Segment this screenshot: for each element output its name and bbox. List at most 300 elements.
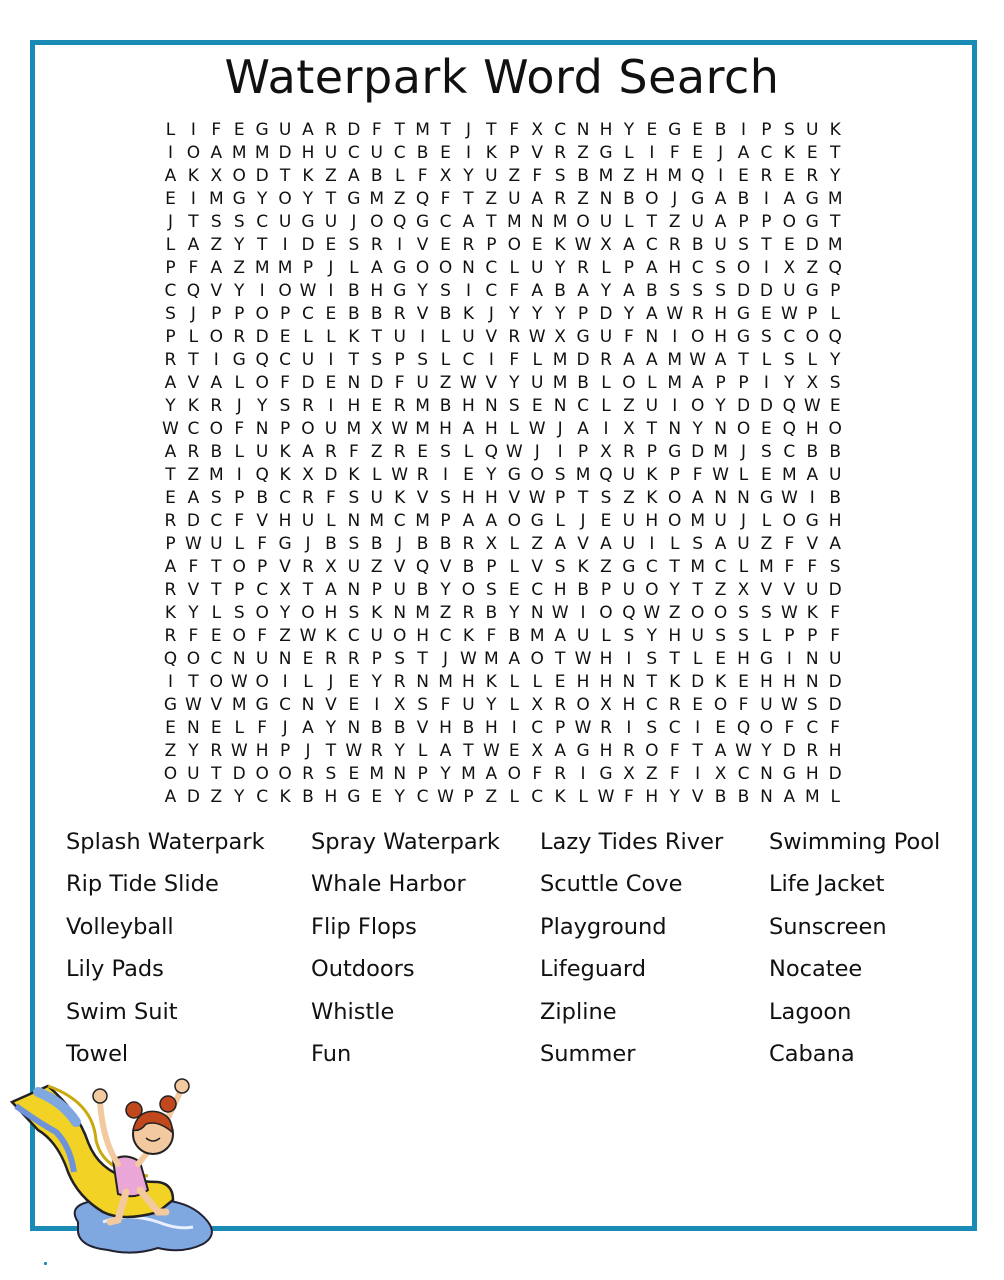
grid-letter: X bbox=[806, 373, 819, 393]
grid-letter: T bbox=[486, 212, 497, 232]
grid-letter: R bbox=[325, 649, 337, 669]
grid-letter: L bbox=[394, 166, 405, 186]
grid-letter: I bbox=[167, 143, 173, 163]
grid-letter: I bbox=[328, 396, 334, 416]
grid-letter: X bbox=[600, 695, 612, 715]
grid-letter: T bbox=[646, 672, 658, 692]
grid-row bbox=[159, 372, 847, 395]
grid-letter: O bbox=[736, 258, 751, 278]
grid-row bbox=[159, 556, 847, 579]
grid-letter: W bbox=[528, 419, 546, 439]
grid-letter: F bbox=[509, 350, 520, 370]
grid-letter: U bbox=[393, 580, 406, 600]
grid-letter: N bbox=[462, 258, 475, 278]
grid-letter: R bbox=[622, 442, 635, 462]
grid-letter: C bbox=[187, 419, 200, 439]
grid-letter: N bbox=[347, 511, 361, 531]
grid-letter: P bbox=[234, 488, 245, 508]
grid-letter: V bbox=[256, 511, 268, 531]
grid-letter: I bbox=[649, 143, 655, 163]
grid-letter: E bbox=[531, 396, 543, 416]
grid-letter: C bbox=[645, 557, 658, 577]
grid-letter: D bbox=[278, 143, 292, 163]
grid-letter: H bbox=[301, 143, 315, 163]
grid-letter: U bbox=[416, 373, 429, 393]
grid-letter: X bbox=[210, 166, 223, 186]
grid-letter: B bbox=[393, 718, 406, 738]
grid-letter: L bbox=[234, 718, 244, 738]
grid-letter: L bbox=[601, 258, 611, 278]
grid-letter: D bbox=[301, 373, 315, 393]
grid-letter: O bbox=[668, 488, 682, 508]
grid-letter: Q bbox=[392, 212, 407, 232]
grid-letter: G bbox=[736, 327, 751, 347]
grid-letter: S bbox=[440, 281, 451, 301]
grid-letter: W bbox=[184, 534, 202, 554]
grid-letter: L bbox=[830, 304, 840, 324]
grid-row bbox=[159, 579, 847, 602]
grid-letter: P bbox=[784, 626, 795, 646]
grid-letter: U bbox=[599, 212, 613, 232]
grid-letter: K bbox=[646, 488, 658, 508]
grid-letter: S bbox=[417, 350, 428, 370]
grid-letter: M bbox=[231, 695, 247, 715]
grid-letter: O bbox=[278, 189, 292, 209]
grid-letter: T bbox=[394, 120, 405, 140]
grid-letter: A bbox=[485, 511, 498, 531]
grid-letter: E bbox=[715, 649, 726, 669]
grid-letter: F bbox=[830, 626, 841, 646]
grid-letter: V bbox=[393, 557, 406, 577]
grid-letter: F bbox=[830, 603, 841, 623]
grid-letter: P bbox=[555, 718, 566, 738]
grid-letter: O bbox=[759, 718, 774, 738]
grid-letter: G bbox=[530, 511, 544, 531]
grid-letter: K bbox=[462, 304, 475, 324]
grid-letter: O bbox=[209, 327, 223, 347]
grid-letter: W bbox=[574, 235, 592, 255]
grid-letter: Q bbox=[255, 350, 269, 370]
grid-row bbox=[159, 510, 847, 533]
grid-letter: O bbox=[713, 603, 728, 623]
grid-letter: U bbox=[828, 465, 842, 485]
grid-letter: D bbox=[736, 281, 751, 301]
grid-letter: G bbox=[759, 649, 774, 669]
grid-letter: E bbox=[440, 143, 451, 163]
grid-letter: N bbox=[576, 120, 590, 140]
grid-letter: T bbox=[188, 350, 199, 370]
grid-letter: N bbox=[622, 672, 636, 692]
grid-letter: A bbox=[462, 419, 475, 439]
grid-letter: B bbox=[370, 304, 383, 324]
grid-letter: U bbox=[255, 442, 269, 462]
grid-letter: Y bbox=[784, 373, 795, 393]
grid-letter: L bbox=[555, 511, 565, 531]
grid-letter: S bbox=[348, 534, 360, 554]
grid-letter: H bbox=[347, 396, 361, 416]
grid-letter: S bbox=[806, 695, 818, 715]
grid-letter: T bbox=[830, 212, 841, 232]
grid-letter: V bbox=[485, 327, 498, 347]
grid-letter: H bbox=[805, 419, 819, 439]
grid-letter: L bbox=[601, 396, 611, 416]
grid-letter: O bbox=[645, 580, 659, 600]
grid-letter: N bbox=[347, 580, 361, 600]
grid-letter: H bbox=[645, 787, 659, 807]
grid-letter: Y bbox=[646, 626, 658, 646]
grid-letter: F bbox=[784, 718, 795, 738]
grid-letter: G bbox=[668, 442, 682, 462]
grid-letter: Z bbox=[668, 603, 681, 623]
grid-letter: Z bbox=[279, 626, 291, 646]
grid-letter: Y bbox=[554, 304, 566, 324]
grid-letter: Y bbox=[463, 166, 474, 186]
grid-letter: Y bbox=[188, 603, 199, 623]
grid-letter: L bbox=[578, 787, 588, 807]
grid-letter: Q bbox=[782, 419, 797, 439]
grid-letter: H bbox=[255, 741, 269, 761]
grid-letter: S bbox=[715, 258, 726, 278]
grid-letter: F bbox=[234, 419, 245, 439]
grid-letter: O bbox=[255, 304, 269, 324]
grid-letter: Q bbox=[736, 718, 751, 738]
grid-letter: M bbox=[277, 258, 293, 278]
grid-letter: A bbox=[439, 741, 452, 761]
grid-letter: K bbox=[669, 672, 681, 692]
grid-letter: K bbox=[164, 603, 177, 623]
grid-letter: T bbox=[188, 672, 199, 692]
grid-letter: S bbox=[692, 534, 704, 554]
grid-letter: I bbox=[190, 120, 196, 140]
word-list-item: Splash Waterpark bbox=[66, 829, 265, 855]
grid-letter: U bbox=[508, 189, 521, 209]
grid-letter: G bbox=[805, 189, 819, 209]
grid-row bbox=[159, 234, 847, 257]
grid-letter: H bbox=[599, 649, 613, 669]
grid-letter: G bbox=[347, 787, 361, 807]
grid-letter: C bbox=[393, 143, 406, 163]
grid-letter: O bbox=[805, 327, 819, 347]
grid-letter: P bbox=[646, 442, 657, 462]
grid-letter: I bbox=[763, 189, 769, 209]
grid-letter: D bbox=[691, 672, 705, 692]
grid-letter: A bbox=[691, 373, 704, 393]
grid-letter: L bbox=[349, 258, 359, 278]
grid-letter: X bbox=[623, 419, 635, 439]
grid-letter: O bbox=[255, 373, 269, 393]
grid-letter: P bbox=[257, 557, 268, 577]
grid-letter: Y bbox=[417, 281, 428, 301]
grid-letter: A bbox=[164, 787, 177, 807]
grid-letter: N bbox=[416, 672, 429, 692]
grid-letter: L bbox=[463, 442, 474, 462]
grid-letter: S bbox=[783, 120, 795, 140]
grid-letter: N bbox=[645, 327, 659, 347]
grid-letter: R bbox=[806, 166, 819, 186]
grid-letter: N bbox=[278, 649, 292, 669]
grid-letter: F bbox=[624, 327, 634, 347]
grid-letter: L bbox=[761, 511, 772, 531]
grid-letter: F bbox=[371, 120, 382, 140]
grid-letter: P bbox=[165, 258, 176, 278]
grid-letter: U bbox=[783, 281, 796, 301]
grid-letter: L bbox=[532, 350, 542, 370]
grid-letter: H bbox=[668, 626, 682, 646]
grid-letter: S bbox=[233, 212, 245, 232]
grid-letter: E bbox=[761, 465, 772, 485]
grid-letter: H bbox=[553, 580, 567, 600]
grid-letter: B bbox=[737, 787, 750, 807]
grid-letter: L bbox=[440, 350, 451, 370]
grid-letter: N bbox=[530, 603, 544, 623]
grid-letter: Z bbox=[645, 764, 658, 784]
grid-letter: L bbox=[692, 649, 703, 669]
grid-letter: S bbox=[669, 281, 681, 301]
grid-letter: R bbox=[302, 764, 314, 784]
grid-letter: W bbox=[689, 350, 707, 370]
grid-letter: D bbox=[805, 235, 819, 255]
grid-letter: H bbox=[416, 626, 429, 646]
grid-letter: W bbox=[391, 419, 409, 439]
grid-letter: G bbox=[278, 534, 292, 554]
grid-letter: I bbox=[695, 718, 701, 738]
grid-letter: W bbox=[780, 603, 798, 623]
grid-letter: L bbox=[509, 557, 520, 577]
grid-letter: Y bbox=[302, 189, 314, 209]
grid-letter: E bbox=[738, 672, 749, 692]
grid-letter: G bbox=[576, 741, 590, 761]
grid-letter: A bbox=[783, 189, 796, 209]
grid-letter: B bbox=[370, 534, 383, 554]
grid-letter: Y bbox=[440, 580, 451, 600]
grid-letter: F bbox=[188, 258, 199, 278]
grid-letter: G bbox=[805, 281, 819, 301]
grid-letter: P bbox=[761, 120, 772, 140]
grid-letter: C bbox=[577, 396, 589, 416]
grid-letter: C bbox=[531, 787, 544, 807]
grid-letter: P bbox=[371, 649, 382, 669]
grid-letter: K bbox=[325, 626, 337, 646]
grid-letter: P bbox=[463, 787, 474, 807]
grid-letter: H bbox=[462, 488, 475, 508]
grid-letter: W bbox=[528, 327, 546, 347]
grid-letter: R bbox=[347, 649, 360, 669]
grid-letter: D bbox=[370, 373, 384, 393]
grid-letter: W bbox=[345, 741, 363, 761]
grid-letter: I bbox=[259, 281, 265, 301]
grid-letter: L bbox=[601, 373, 611, 393]
grid-letter: O bbox=[645, 189, 659, 209]
grid-letter: H bbox=[622, 695, 636, 715]
grid-letter: H bbox=[599, 120, 613, 140]
grid-letter: Q bbox=[782, 396, 797, 416]
grid-letter: U bbox=[370, 488, 383, 508]
grid-letter: L bbox=[761, 350, 772, 370]
grid-letter: Y bbox=[188, 741, 199, 761]
grid-letter: Z bbox=[233, 258, 246, 278]
grid-letter: P bbox=[807, 626, 818, 646]
word-list-item: Fun bbox=[311, 1040, 352, 1067]
grid-letter: Y bbox=[669, 787, 680, 807]
grid-letter: Z bbox=[760, 534, 773, 554]
grid-letter: X bbox=[325, 557, 337, 577]
grid-letter: B bbox=[508, 626, 521, 646]
grid-letter: D bbox=[186, 511, 200, 531]
grid-letter: U bbox=[462, 695, 475, 715]
grid-letter: P bbox=[440, 511, 451, 531]
grid-letter: Z bbox=[485, 787, 498, 807]
grid-letter: R bbox=[508, 327, 521, 347]
grid-letter: G bbox=[668, 120, 682, 140]
grid-letter: B bbox=[348, 281, 360, 301]
word-list-item: Spray Waterpark bbox=[311, 829, 500, 855]
grid-letter: J bbox=[580, 511, 586, 531]
grid-letter: C bbox=[347, 626, 360, 646]
grid-letter: W bbox=[184, 695, 202, 715]
grid-letter: V bbox=[187, 373, 200, 393]
grid-letter: I bbox=[649, 534, 655, 554]
grid-letter: C bbox=[737, 764, 750, 784]
grid-letter: Y bbox=[509, 304, 520, 324]
letter-grid bbox=[159, 119, 847, 809]
grid-letter: I bbox=[741, 120, 747, 140]
grid-letter: K bbox=[348, 465, 360, 485]
grid-row bbox=[159, 441, 847, 464]
word-list-item: Nocatee bbox=[769, 956, 863, 983]
grid-letter: J bbox=[534, 442, 540, 462]
grid-row bbox=[159, 418, 847, 441]
grid-letter: H bbox=[484, 488, 498, 508]
grid-letter: M bbox=[552, 350, 568, 370]
grid-letter: V bbox=[416, 235, 429, 255]
grid-letter: B bbox=[829, 488, 842, 508]
grid-letter: G bbox=[347, 189, 361, 209]
grid-letter: G bbox=[759, 488, 774, 508]
grid-letter: B bbox=[325, 534, 337, 554]
word-list-item: Towel bbox=[66, 1040, 129, 1067]
grid-letter: I bbox=[580, 603, 586, 623]
grid-letter: L bbox=[211, 603, 222, 623]
grid-letter: D bbox=[828, 695, 842, 715]
grid-letter: Y bbox=[371, 672, 382, 692]
grid-letter: R bbox=[668, 695, 681, 715]
grid-letter: R bbox=[462, 534, 475, 554]
grid-letter: N bbox=[232, 649, 246, 669]
grid-letter: T bbox=[279, 166, 291, 186]
grid-letter: B bbox=[439, 304, 452, 324]
grid-letter: E bbox=[646, 120, 658, 140]
word-list-item: Swim Suit bbox=[66, 998, 178, 1025]
grid-letter: J bbox=[328, 258, 334, 278]
grid-letter: P bbox=[394, 350, 405, 370]
grid-letter: O bbox=[209, 419, 223, 439]
grid-letter: F bbox=[532, 166, 543, 186]
word-list-item: Playground bbox=[540, 913, 667, 940]
grid-letter: T bbox=[646, 419, 658, 439]
grid-letter: U bbox=[301, 511, 315, 531]
grid-letter: R bbox=[164, 350, 177, 370]
grid-letter: I bbox=[465, 281, 471, 301]
grid-letter: P bbox=[509, 143, 520, 163]
grid-letter: T bbox=[646, 212, 658, 232]
grid-letter: F bbox=[669, 741, 680, 761]
corner-mark bbox=[44, 1262, 47, 1265]
grid-letter: X bbox=[370, 419, 383, 439]
grid-letter: I bbox=[557, 442, 563, 462]
grid-letter: Z bbox=[325, 166, 337, 186]
grid-letter: U bbox=[737, 534, 750, 554]
grid-letter: T bbox=[325, 189, 337, 209]
grid-letter: O bbox=[576, 695, 590, 715]
grid-letter: M bbox=[254, 143, 270, 163]
grid-letter: O bbox=[782, 511, 797, 531]
grid-letter: U bbox=[576, 626, 590, 646]
grid-letter: B bbox=[348, 304, 360, 324]
grid-letter: J bbox=[741, 442, 747, 462]
grid-letter: C bbox=[668, 718, 681, 738]
grid-letter: C bbox=[393, 511, 406, 531]
grid-letter: D bbox=[828, 764, 842, 784]
grid-letter: J bbox=[557, 419, 563, 439]
grid-letter: D bbox=[232, 764, 246, 784]
grid-letter: W bbox=[482, 741, 500, 761]
grid-letter: E bbox=[165, 488, 176, 508]
grid-letter: J bbox=[465, 120, 471, 140]
grid-letter: U bbox=[599, 327, 613, 347]
grid-letter: S bbox=[508, 396, 520, 416]
grid-letter: M bbox=[529, 626, 545, 646]
grid-letter: M bbox=[415, 419, 430, 439]
grid-letter: M bbox=[369, 189, 385, 209]
grid-letter: C bbox=[164, 281, 177, 301]
grid-letter: B bbox=[737, 189, 750, 209]
grid-letter: L bbox=[624, 143, 634, 163]
grid-letter: E bbox=[508, 741, 520, 761]
grid-letter: E bbox=[531, 235, 543, 255]
grid-letter: V bbox=[210, 281, 223, 301]
grid-letter: W bbox=[299, 281, 317, 301]
grid-letter: L bbox=[761, 626, 772, 646]
grid-letter: P bbox=[577, 442, 589, 462]
grid-letter: O bbox=[690, 603, 705, 623]
grid-letter: U bbox=[530, 258, 544, 278]
grid-letter: I bbox=[374, 695, 380, 715]
grid-letter: J bbox=[397, 534, 403, 554]
grid-letter: J bbox=[167, 212, 173, 232]
grid-letter: M bbox=[667, 166, 683, 186]
grid-letter: P bbox=[165, 327, 176, 347]
grid-letter: K bbox=[394, 488, 406, 508]
grid-letter: L bbox=[738, 465, 749, 485]
grid-letter: U bbox=[806, 120, 819, 140]
grid-letter: I bbox=[236, 465, 242, 485]
grid-letter: F bbox=[280, 373, 290, 393]
grid-letter: V bbox=[279, 557, 291, 577]
grid-letter: A bbox=[462, 511, 475, 531]
grid-letter: I bbox=[603, 419, 609, 439]
grid-letter: T bbox=[371, 327, 382, 347]
grid-row bbox=[159, 211, 847, 234]
grid-letter: O bbox=[186, 649, 201, 669]
grid-letter: O bbox=[507, 764, 521, 784]
grid-letter: R bbox=[164, 580, 177, 600]
grid-letter: B bbox=[829, 442, 842, 462]
grid-letter: O bbox=[599, 603, 613, 623]
grid-letter: G bbox=[301, 212, 315, 232]
grid-letter: L bbox=[509, 419, 520, 439]
grid-letter: I bbox=[282, 672, 288, 692]
grid-letter: W bbox=[643, 603, 661, 623]
